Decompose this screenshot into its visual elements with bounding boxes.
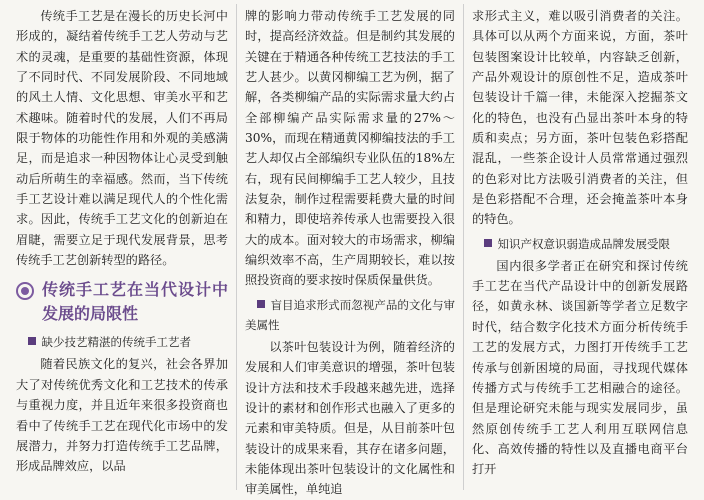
subsection-title: 盲目追求形式而忽视产品的文化与审美属性 <box>245 297 455 332</box>
section-title: 传统手工艺在当代设计中发展的局限性 <box>42 280 228 324</box>
paragraph: 传统手工艺是在漫长的历史长河中形成的，凝结着传统手工艺人劳动与艺术的灵魂，是重要的基础性资源，体现了不同时代、不同发展阶段、不同地域的风土人情、文化思想、审美水平和艺术趣味。随着时代的发展，人们不再局限于物体的功能性作用和外观的美感满足，而是追求一种因物体让心灵受到触动后所萌生的幸福感。然而，当下传统手工艺设计难以满足现代人的个性化需求。因此，传统手工艺文化的创新迫在眉睫，需要立足于现代发展背景，思考传统手工艺创新转型的路径。 <box>16 9 228 268</box>
section-bullet-icon <box>16 282 34 300</box>
square-bullet-icon <box>28 337 36 345</box>
subsection-title: 缺少技艺精湛的传统手工艺者 <box>41 335 191 350</box>
subsection-heading <box>245 295 455 335</box>
paragraph: 牌的影响力带动传统手工艺发展的同时，提高经济效益。但是制约其发展的关键在于精通各种传统工艺技法的手工艺人甚少。以黄冈柳编工艺为例，据了解，各类柳编产品的实际需求量大约占全部柳编产品实际需求量的27%～30%，而现在精通黄冈柳编技法的手工艺人却仅占全部编织专业队伍的18%左右，现有民间柳编手工艺人较少，且技法复杂，制作过程需要耗费大量的时间和精力，即使培养传承人也需要投入很大的成本。面对较大的市场需求，柳编编织效率不高，生产周期较长，难以按照投资商的要求按时保质保量供货。 <box>245 9 455 288</box>
subsection-heading <box>16 332 228 352</box>
paragraph: 以茶叶包装设计为例，随着经济的发展和人们审美意识的增强，茶叶包装设计方法和技术手段越来越先进，选择设计的素材和创作形式也融入了更多的元素和审美特质。但是，从目前茶叶包装设计的成果来看，其存在诸多问题，未能体现出茶叶包装设计的文化属性和审美属性，单纯追 <box>245 339 455 497</box>
section-heading <box>16 278 228 326</box>
paragraph: 求形式主义，难以吸引消费者的关注。具体可以从两个方面来说，方面，茶叶包装图案设计比较单，内容缺乏创新，产品外观设计的原创性不足，造成茶叶包装设计千篇一律，未能深入挖掘茶文化的特色，也没有凸显出茶叶本身的特质和卖点；另方面，茶叶包装色彩搭配混乱，一些茶企设计人员常常通过强烈的色彩对比方法吸引消费者的关注，但是色彩搭配不合理，还会掩盖茶叶本身的特色。 <box>472 9 688 227</box>
square-bullet-icon <box>484 239 492 247</box>
column-divider <box>463 4 464 490</box>
paragraph: 随着民族文化的复兴，社会各界加大了对传统优秀文化和工艺技术的传承与重视力度，并且近年来很多投资商也看中了传统手工艺在现代化市场中的发展潜力，并努力打造传统手工艺品牌，形成品牌效应，以品 <box>16 357 228 474</box>
paragraph: 国内很多学者正在研究和探讨传统手工艺在当代产品设计中的创新发展路径，如黄永林、谈国新等学者立足数字时代，结合数字化技术方面分析传统手工艺的发展方式，力图打开传统手工艺传承与创新困境的局面，寻找现代媒体传播方式与传统手工艺相融合的途径。但是理论研究未能与现实发展同步，虽然原创传统手工艺人利用互联网信息化、高效传播的特性以及直播电商平台打开 <box>472 258 688 477</box>
column-1 <box>16 6 228 477</box>
square-bullet-icon <box>257 300 265 308</box>
subsection-title: 知识产权意识弱造成品牌发展受限 <box>497 236 670 251</box>
subsection-heading <box>472 234 688 254</box>
column-3 <box>472 6 688 480</box>
column-2 <box>245 6 455 500</box>
column-divider <box>236 4 237 490</box>
